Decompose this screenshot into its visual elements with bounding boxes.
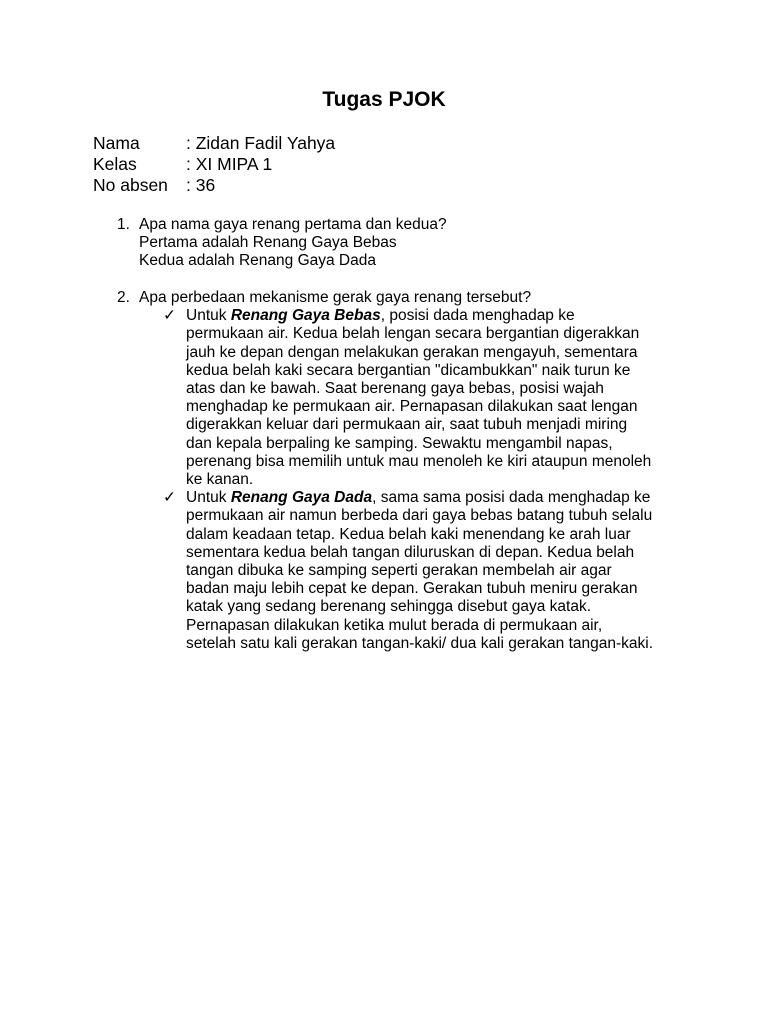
student-identity xyxy=(93,133,335,196)
answer-bullet-prefix: Untuk xyxy=(186,489,231,507)
answer-bullet-gaya-dada-text xyxy=(186,489,653,653)
identity-label-kelas: Kelas xyxy=(93,154,137,174)
answer-bullet-body: , sama sama posisi dada menghadap ke permukaan air namun berbeda dari gaya bebas batang tubuh selalu dalam keadaan tetap. Kedua belah kaki menendang ke arah luar sementara kedua belah tangan diluruskan di depan. Kedua belah tangan dibuka ke samping seperti gerakan membelah air agar badan maju lebih cepat ke depan. Gerakan tubuh meniru gerakan katak yang sedang berenang sehingga disebut gaya katak. Pernapasan dilakukan ketika mulut berada di permukaan air, setelah satu kali gerakan tangan-kaki/ dua kali gerakan tangan-kaki. xyxy=(186,489,654,652)
document-title: Tugas PJOK xyxy=(322,88,446,111)
question-1-number: 1. xyxy=(117,216,130,233)
checkmark-icon: ✓ xyxy=(163,489,176,507)
identity-value-nama: : Zidan Fadil Yahya xyxy=(186,133,336,153)
answer-bullet-prefix: Untuk xyxy=(186,307,231,325)
identity-value-kelas: : XI MIPA 1 xyxy=(186,154,273,174)
answer-bullet-gaya-dada xyxy=(163,489,653,653)
identity-label-nama: Nama xyxy=(93,133,140,153)
identity-value-no-absen: : 36 xyxy=(186,175,216,195)
checkmark-icon: ✓ xyxy=(163,307,176,325)
question-1-answer-2: Kedua adalah Renang Gaya Dada xyxy=(139,252,376,270)
swim-style-term: Renang Gaya Dada xyxy=(230,489,373,507)
answer-bullet-gaya-bebas-text xyxy=(186,307,653,489)
answer-bullet-body: , posisi dada menghadap ke permukaan air. Kedua belah lengan secara bergantian digerakkan jauh ke depan dengan melakukan gerakan mengayuh, sementara kedua belah kaki secara bergantian "dicambukkan" naik turun ke atas dan ke bawah. Saat berenang gaya bebas, posisi wajah menghadap ke permukaan air. Pernapasan dilakukan saat lengan digerakkan keluar dari permukaan air, saat tubuh menjadi miring dan kepala berpaling ke samping. Sewaktu mengambil napas, perenang bisa memilih untuk mau menoleh ke kiri ataupun menoleh ke kanan. xyxy=(186,307,652,489)
identity-row-kelas xyxy=(93,154,335,175)
question-2-answer-list xyxy=(163,307,653,653)
question-1 xyxy=(117,216,699,271)
question-1-answer-1: Pertama adalah Renang Gaya Bebas xyxy=(139,234,397,252)
swim-style-term: Renang Gaya Bebas xyxy=(230,307,381,325)
question-2-text: Apa perbedaan mekanisme gerak gaya renang tersebut? xyxy=(139,289,532,306)
question-2-number: 2. xyxy=(117,289,130,306)
question-2 xyxy=(117,289,699,653)
question-1-text: Apa nama gaya renang pertama dan kedua? xyxy=(139,216,447,233)
answer-bullet-gaya-bebas xyxy=(163,307,653,489)
identity-row-no-absen xyxy=(93,175,335,196)
identity-row-nama xyxy=(93,133,335,154)
identity-label-no-absen: No absen xyxy=(93,175,168,195)
